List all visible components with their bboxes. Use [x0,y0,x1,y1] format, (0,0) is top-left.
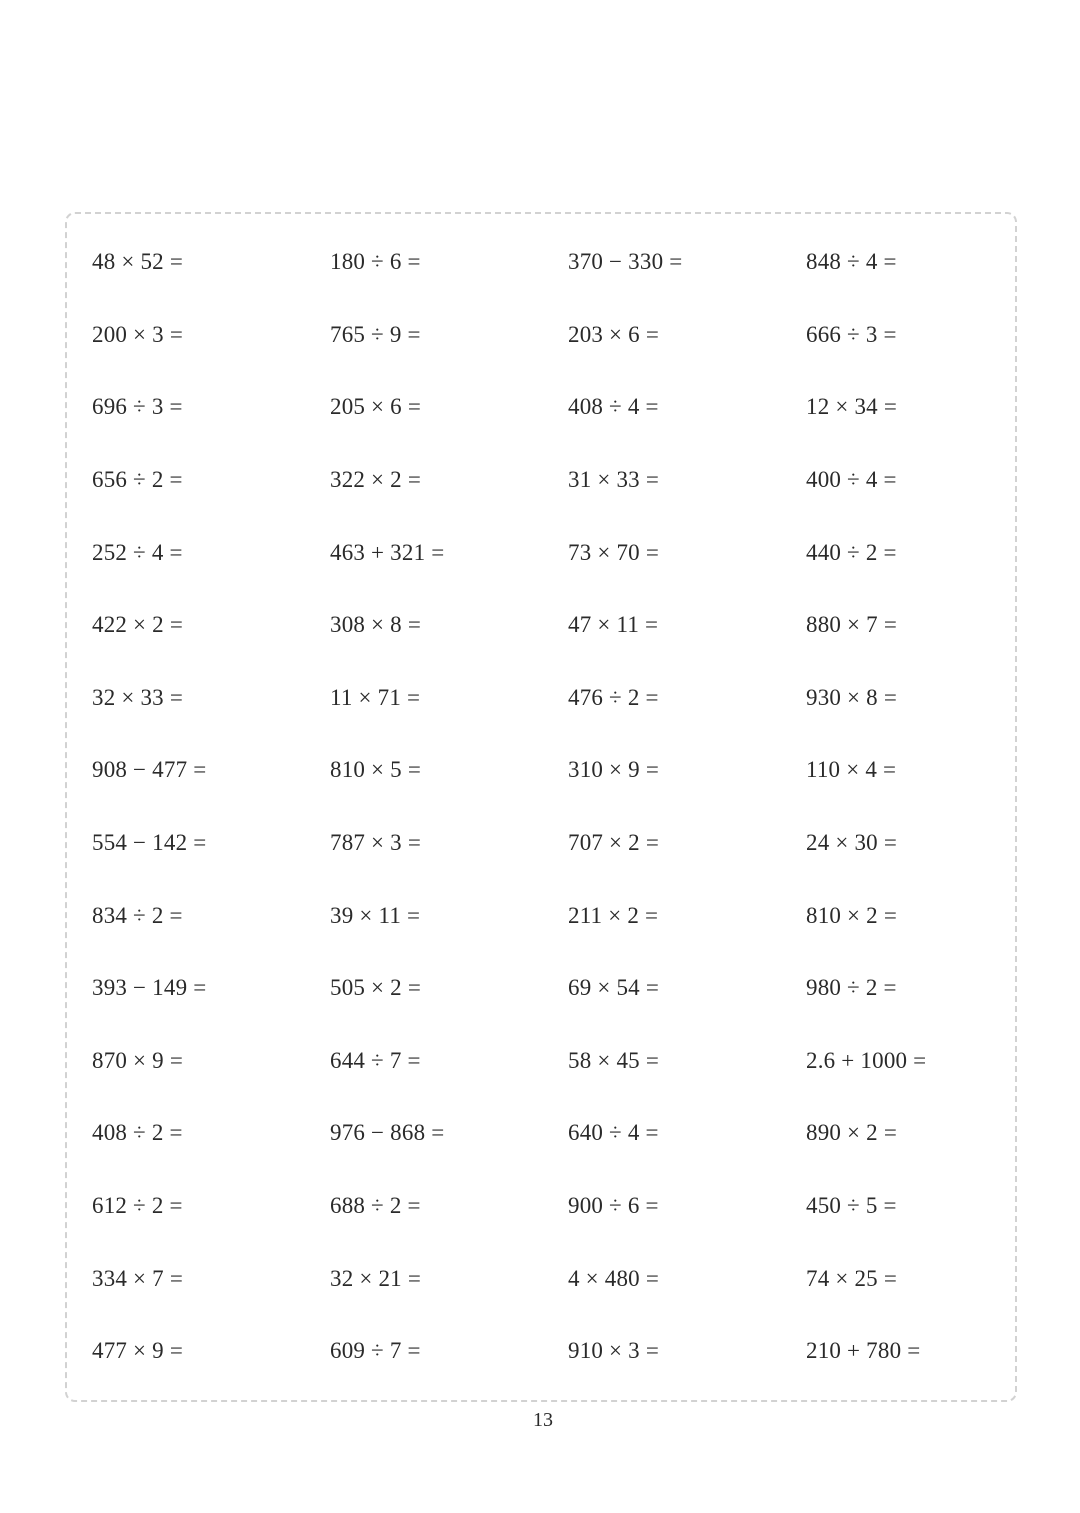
math-problem: 308 × 8 = [330,612,421,638]
math-problem: 180 ÷ 6 = [330,249,421,275]
math-problem: 408 ÷ 2 = [92,1120,183,1146]
math-problem: 900 ÷ 6 = [568,1193,659,1219]
math-problem: 787 × 3 = [330,830,421,856]
math-problem: 656 ÷ 2 = [92,467,183,493]
math-problem: 11 × 71 = [330,684,421,710]
math-problem: 310 × 9 = [568,757,659,783]
math-problem: 908 − 477 = [92,757,207,783]
math-problem: 200 × 3 = [92,321,183,347]
math-problem: 666 ÷ 3 = [806,321,897,347]
math-problem: 477 × 9 = [92,1338,183,1364]
math-problem: 211 × 2 = [568,902,659,928]
math-problem: 252 ÷ 4 = [92,539,183,565]
math-problem: 707 × 2 = [568,830,659,856]
problem-grid [92,226,1022,1388]
math-problem: 848 ÷ 4 = [806,249,897,275]
math-problem: 463 + 321 = [330,539,445,565]
math-problem: 58 × 45 = [568,1047,659,1073]
math-problem: 210 + 780 = [806,1338,921,1364]
math-problem: 47 × 11 = [568,612,659,638]
math-problem: 32 × 33 = [92,684,183,710]
math-problem: 24 × 30 = [806,830,897,856]
math-problem: 48 × 52 = [92,249,183,275]
math-problem: 890 × 2 = [806,1120,897,1146]
math-problem: 834 ÷ 2 = [92,902,183,928]
math-problem: 930 × 8 = [806,684,897,710]
math-problem: 322 × 2 = [330,467,421,493]
math-problem: 74 × 25 = [806,1265,897,1291]
math-problem: 440 ÷ 2 = [806,539,897,565]
math-problem: 12 × 34 = [806,394,897,420]
math-problem: 73 × 70 = [568,539,659,565]
math-problem: 450 ÷ 5 = [806,1193,897,1219]
math-problem: 31 × 33 = [568,467,659,493]
math-problem: 69 × 54 = [568,975,659,1001]
math-problem: 644 ÷ 7 = [330,1047,421,1073]
math-problem: 554 − 142 = [92,830,207,856]
math-problem: 422 × 2 = [92,612,183,638]
math-problem: 810 × 2 = [806,902,897,928]
math-problem: 393 − 149 = [92,975,207,1001]
math-problem: 880 × 7 = [806,612,897,638]
math-problem: 203 × 6 = [568,321,659,347]
math-problem: 910 × 3 = [568,1338,659,1364]
math-problem: 505 × 2 = [330,975,421,1001]
math-problem: 688 ÷ 2 = [330,1193,421,1219]
math-problem: 110 × 4 = [806,757,897,783]
math-problem: 408 ÷ 4 = [568,394,659,420]
math-problem: 476 ÷ 2 = [568,684,659,710]
math-problem: 4 × 480 = [568,1265,659,1291]
math-problem: 696 ÷ 3 = [92,394,183,420]
math-problem: 609 ÷ 7 = [330,1338,421,1364]
math-problem: 980 ÷ 2 = [806,975,897,1001]
math-problem: 334 × 7 = [92,1265,183,1291]
math-problem: 612 ÷ 2 = [92,1193,183,1219]
math-problem: 765 ÷ 9 = [330,321,421,347]
math-problem: 810 × 5 = [330,757,421,783]
math-problem: 370 − 330 = [568,249,683,275]
math-problem: 32 × 21 = [330,1265,421,1291]
math-problem: 39 × 11 = [330,902,421,928]
page-number: 13 [533,1409,553,1431]
math-problem: 2.6 + 1000 = [806,1047,927,1073]
math-problem: 976 − 868 = [330,1120,445,1146]
math-problem: 400 ÷ 4 = [806,467,897,493]
math-problem: 205 × 6 = [330,394,421,420]
math-problem: 870 × 9 = [92,1047,183,1073]
math-problem: 640 ÷ 4 = [568,1120,659,1146]
